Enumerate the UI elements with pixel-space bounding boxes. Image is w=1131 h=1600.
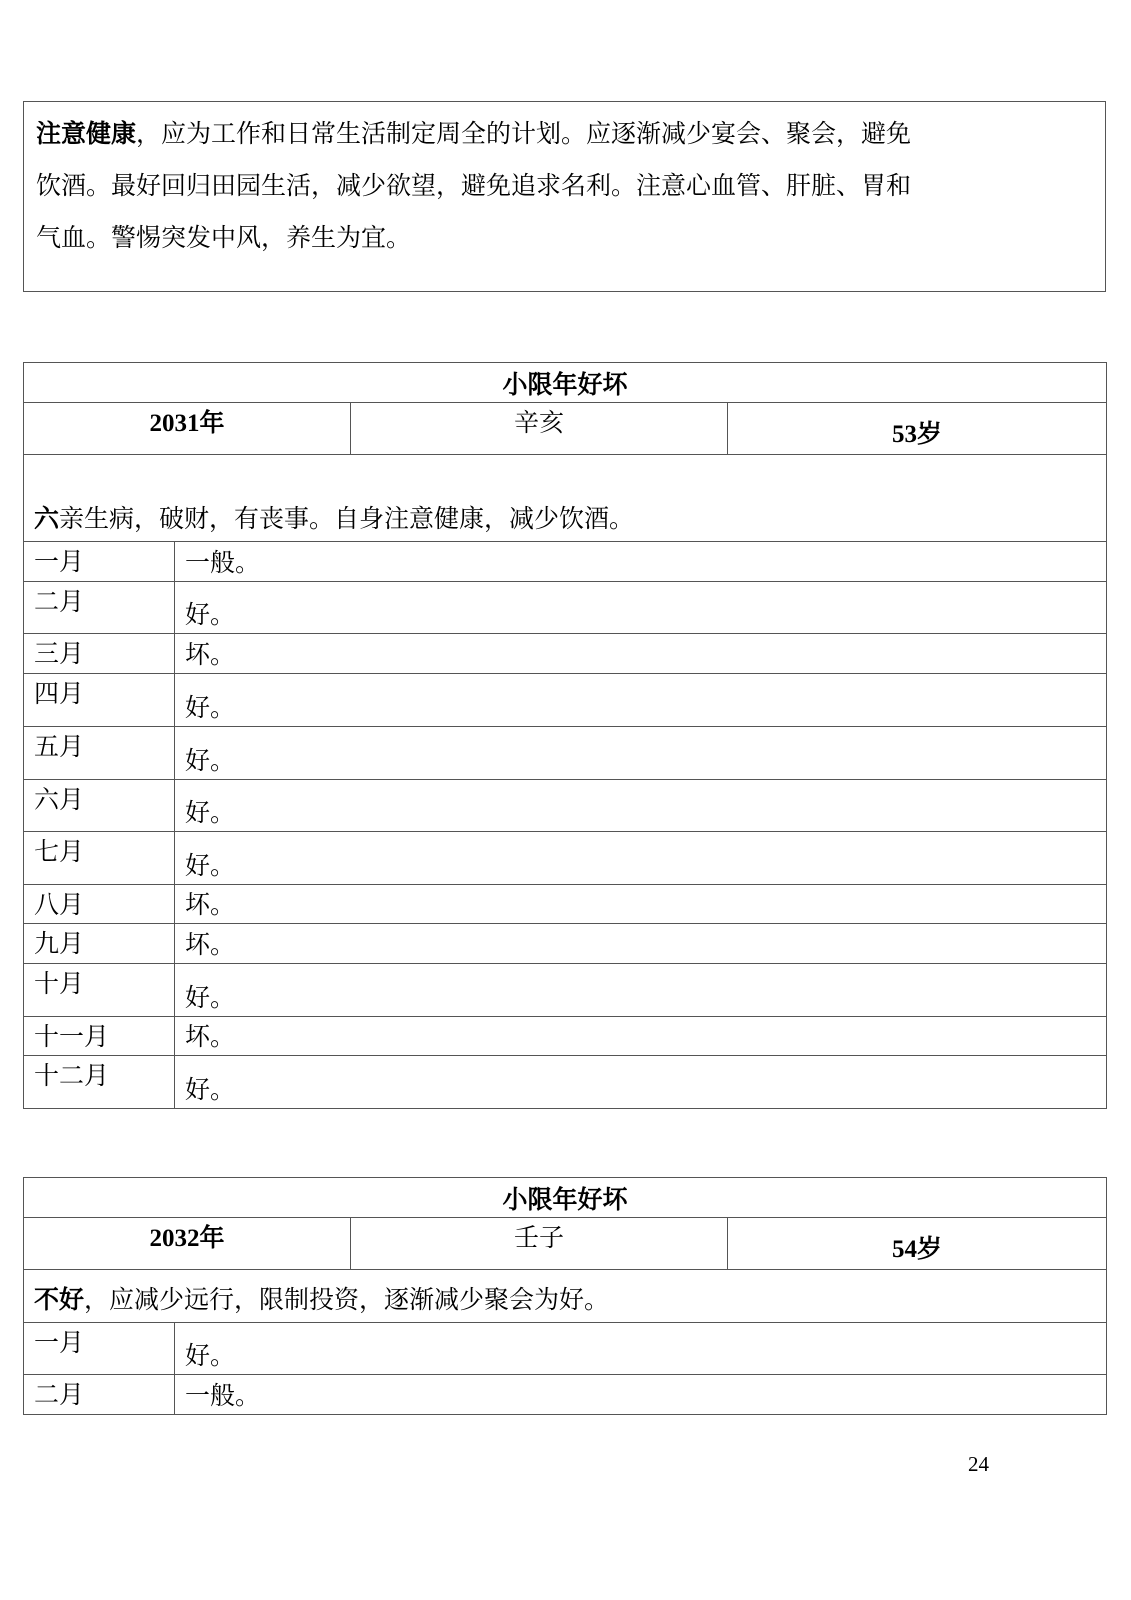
- month-rating: 好。: [175, 674, 1107, 727]
- month-rating: 坏。: [175, 924, 1107, 964]
- intro-line-1: [36, 108, 1091, 160]
- month-rating: 好。: [175, 582, 1107, 634]
- month-rating: 一般。: [175, 542, 1107, 582]
- summary-text: ，应减少远行，限制投资，逐渐减少聚会为好。: [84, 1285, 610, 1314]
- month-rating: 一般。: [175, 1375, 1107, 1415]
- intro-line-1-text: ，应为工作和日常生活制定周全的计划。应逐渐减少宴会、聚会，避免: [136, 119, 912, 148]
- intro-line-3: 气血。警惕突发中风，养生为宜。: [36, 223, 412, 252]
- month-rating: 好。: [175, 832, 1107, 885]
- month-label: 二月: [24, 1375, 175, 1415]
- fortune-table-2032: [23, 1177, 1107, 1415]
- month-label: 八月: [24, 885, 175, 924]
- month-label: 一月: [24, 542, 175, 582]
- summary-bold: 不好: [34, 1285, 85, 1314]
- month-label: 十月: [24, 964, 175, 1017]
- summary-bold: 六: [34, 504, 60, 533]
- intro-bold: 注意健康: [36, 119, 137, 148]
- month-rating: 坏。: [175, 634, 1107, 674]
- year-cell: 2031年: [24, 403, 351, 455]
- age-cell: 53岁: [728, 403, 1107, 455]
- year-cell: 2032年: [24, 1218, 351, 1270]
- month-rating: 好。: [175, 1056, 1107, 1109]
- summary-text: 亲生病，破财，有丧事。自身注意健康，减少饮酒。: [59, 504, 635, 533]
- page-number: 24: [968, 1452, 989, 1476]
- month-label: 十二月: [24, 1056, 175, 1109]
- section-title: 小限年好坏: [24, 1178, 1107, 1218]
- summary-cell: [24, 1270, 1107, 1323]
- month-rating: 好。: [175, 727, 1107, 780]
- ganzhi-cell: 辛亥: [351, 403, 728, 455]
- month-label: 六月: [24, 780, 175, 832]
- section-title: 小限年好坏: [24, 363, 1107, 403]
- summary-cell: [24, 455, 1107, 542]
- month-rating: 坏。: [175, 885, 1107, 924]
- intro-line-2: 饮酒。最好回归田园生活，减少欲望，避免追求名利。注意心血管、肝脏、胃和: [36, 171, 912, 200]
- intro-box: [23, 101, 1106, 292]
- month-rating: 好。: [175, 964, 1107, 1017]
- month-label: 三月: [24, 634, 175, 674]
- month-label: 九月: [24, 924, 175, 964]
- month-label: 五月: [24, 727, 175, 780]
- month-rating: 好。: [175, 780, 1107, 832]
- month-label: 十一月: [24, 1017, 175, 1056]
- ganzhi-cell: 壬子: [351, 1218, 728, 1270]
- month-rating: 坏。: [175, 1017, 1107, 1056]
- fortune-table-2031: [23, 362, 1107, 1109]
- month-label: 二月: [24, 582, 175, 634]
- age-cell: 54岁: [728, 1218, 1107, 1270]
- month-label: 四月: [24, 674, 175, 727]
- month-rating: 好。: [175, 1323, 1107, 1375]
- month-label: 七月: [24, 832, 175, 885]
- month-label: 一月: [24, 1323, 175, 1375]
